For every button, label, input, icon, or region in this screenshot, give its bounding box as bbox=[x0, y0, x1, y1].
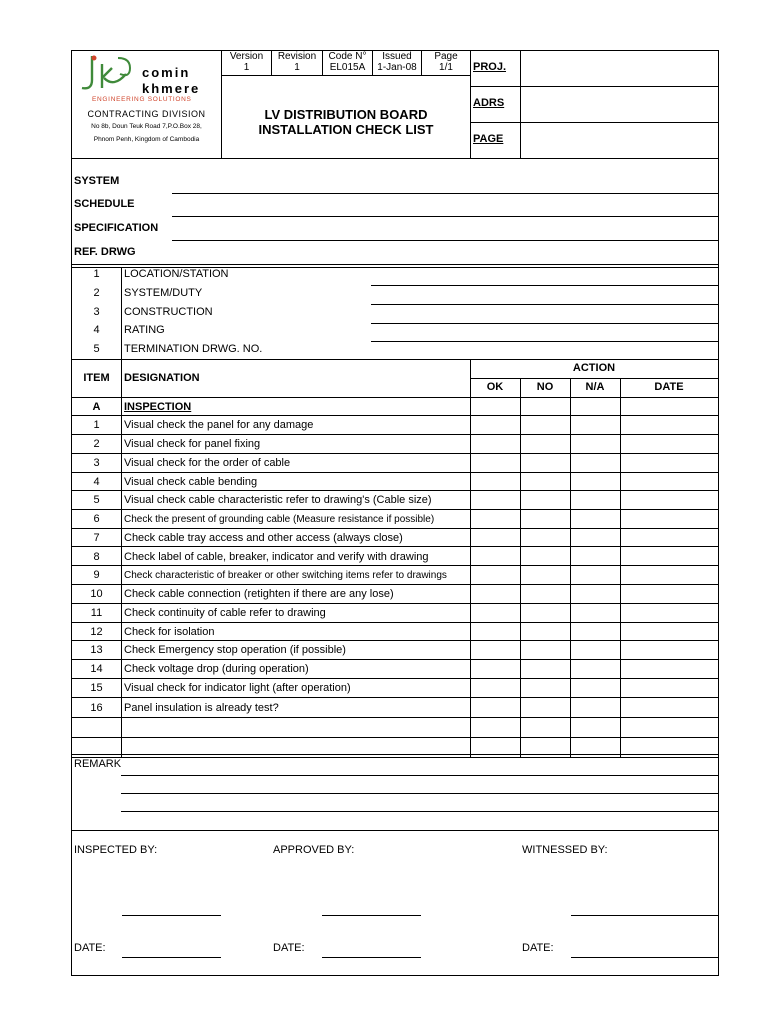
remark-label: REMARK bbox=[74, 758, 122, 770]
info-item-label-2: SYSTEM/DUTY bbox=[124, 287, 203, 299]
check-num: 9 bbox=[93, 569, 100, 581]
document-title-line1: LV DISTRIBUTION BOARD bbox=[264, 107, 428, 122]
company-address-line2: Phnom Penh, Kingdom of Cambodia bbox=[93, 136, 200, 143]
inspected-signature-line bbox=[122, 915, 221, 916]
page-info-label: Page bbox=[434, 51, 458, 62]
check-text: Check cable connection (retighten if there are any lose) bbox=[124, 588, 394, 600]
info-item-label-5: TERMINATION DRWG. NO. bbox=[124, 343, 263, 355]
info-item-num-4: 4 bbox=[93, 324, 100, 336]
version-value: 1 bbox=[243, 62, 250, 73]
info-item-num-3: 3 bbox=[93, 306, 100, 318]
action-column-header: ACTION bbox=[572, 362, 616, 374]
check-text: Visual check cable bending bbox=[124, 476, 258, 488]
specification-label: SPECIFICATION bbox=[74, 222, 159, 234]
check-num: 4 bbox=[93, 476, 100, 488]
check-num: 5 bbox=[93, 494, 100, 506]
check-text: Check the present of grounding cable (Measure resistance if possible) bbox=[124, 514, 435, 525]
item-column-header: ITEM bbox=[83, 372, 110, 384]
version-label: Version bbox=[229, 51, 264, 62]
check-text: Visual check for panel fixing bbox=[124, 438, 261, 450]
system-label: SYSTEM bbox=[74, 175, 120, 187]
company-division: CONTRACTING DIVISION bbox=[87, 109, 206, 119]
check-num: 10 bbox=[90, 588, 103, 600]
inspected-date-label: DATE: bbox=[74, 942, 106, 954]
company-name-line1: comin bbox=[142, 65, 191, 80]
approved-signature-line bbox=[322, 915, 421, 916]
info-item-label-4: RATING bbox=[124, 324, 165, 336]
check-num: 14 bbox=[90, 663, 103, 675]
check-num: 15 bbox=[90, 682, 103, 694]
check-num: 7 bbox=[93, 532, 100, 544]
company-logo-icon bbox=[78, 52, 138, 96]
check-num: 1 bbox=[93, 419, 100, 431]
revision-value: 1 bbox=[294, 62, 300, 73]
inspected-by-label: INSPECTED BY: bbox=[74, 844, 158, 856]
inspected-date-line bbox=[122, 957, 221, 958]
approved-date-label: DATE: bbox=[273, 942, 305, 954]
check-num: 8 bbox=[93, 551, 100, 563]
issued-label: Issued bbox=[382, 51, 412, 62]
ref-drwg-label: REF. DRWG bbox=[74, 246, 136, 258]
company-tagline: ENGINEERING SOLUTIONS bbox=[92, 96, 192, 103]
company-name-line2: khmere bbox=[142, 81, 201, 96]
check-num: 11 bbox=[90, 607, 103, 619]
check-text: Check label of cable, breaker, indicator and verify with drawing bbox=[124, 551, 429, 563]
code-label: Code N° bbox=[328, 51, 367, 62]
schedule-label: SCHEDULE bbox=[74, 198, 135, 210]
date-column-header: DATE bbox=[654, 381, 684, 393]
check-text: Check cable tray access and other access (always close) bbox=[124, 532, 403, 544]
info-item-label-3: CONSTRUCTION bbox=[124, 306, 213, 318]
section-item-a: A bbox=[92, 401, 101, 413]
section-title-inspection: INSPECTION bbox=[124, 401, 192, 413]
no-column-header: NO bbox=[536, 381, 554, 393]
company-address-line1: No 8b, Doun Teuk Road 7,P.O.Box 28, bbox=[91, 123, 202, 130]
designation-column-header: DESIGNATION bbox=[124, 372, 200, 384]
check-num: 6 bbox=[93, 513, 100, 525]
info-item-label-1: LOCATION/STATION bbox=[124, 268, 229, 280]
issued-value: 1-Jan-08 bbox=[377, 62, 417, 73]
check-text: Check Emergency stop operation (if possible) bbox=[124, 644, 346, 656]
code-value: EL015A bbox=[329, 62, 366, 73]
check-num: 2 bbox=[93, 438, 100, 450]
document-frame bbox=[71, 50, 719, 976]
witnessed-by-label: WITNESSED BY: bbox=[522, 844, 608, 856]
page-label: PAGE bbox=[473, 133, 504, 145]
na-column-header: N/A bbox=[585, 381, 605, 393]
check-num: 12 bbox=[90, 626, 103, 638]
witnessed-date-label: DATE: bbox=[522, 942, 554, 954]
page-info-value: 1/1 bbox=[439, 62, 453, 73]
info-item-num-1: 1 bbox=[93, 268, 100, 280]
info-item-num-2: 2 bbox=[93, 287, 100, 299]
proj-label: PROJ. bbox=[473, 61, 507, 73]
check-text: Visual check for the order of cable bbox=[124, 457, 291, 469]
check-text: Check continuity of cable refer to drawing bbox=[124, 607, 326, 619]
check-text: Panel insulation is already test? bbox=[124, 702, 279, 714]
check-num: 16 bbox=[90, 702, 103, 714]
check-text: Visual check for indicator light (after operation) bbox=[124, 682, 351, 694]
info-item-num-5: 5 bbox=[93, 343, 100, 355]
document-title-line2: INSTALLATION CHECK LIST bbox=[258, 122, 434, 137]
check-text: Visual check cable characteristic refer to drawing's (Cable size) bbox=[124, 494, 432, 506]
witnessed-date-line bbox=[571, 957, 718, 958]
check-text: Check voltage drop (during operation) bbox=[124, 663, 309, 675]
check-num: 13 bbox=[90, 644, 103, 656]
approved-date-line bbox=[322, 957, 421, 958]
approved-by-label: APPROVED BY: bbox=[273, 844, 355, 856]
check-text: Check characteristic of breaker or other switching items refer to drawings bbox=[124, 570, 447, 581]
witnessed-signature-line bbox=[571, 915, 718, 916]
ok-column-header: OK bbox=[486, 381, 504, 393]
check-num: 3 bbox=[93, 457, 100, 469]
check-text: Check for isolation bbox=[124, 626, 215, 638]
adrs-label: ADRS bbox=[473, 97, 505, 109]
revision-label: Revision bbox=[277, 51, 317, 62]
check-text: Visual check the panel for any damage bbox=[124, 419, 314, 431]
